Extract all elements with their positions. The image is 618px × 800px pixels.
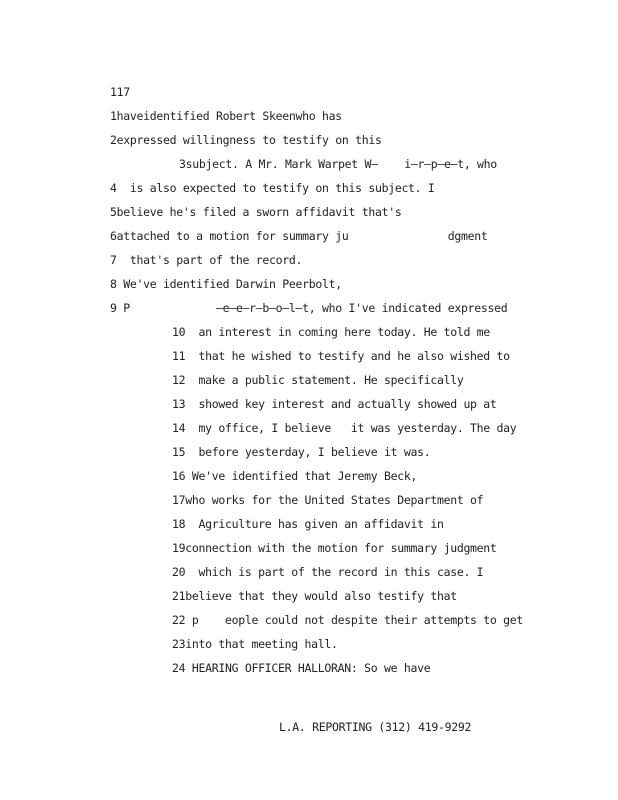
transcript-line-5: 5believe he's filed a sworn affidavit that's (110, 205, 402, 219)
transcript-line-23: 23into that meeting hall. (172, 637, 338, 651)
transcript-line-14: 14 my office, I believe it was yesterday. The day (172, 421, 517, 435)
transcript-line-8: 8 We've identified Darwin Peerbolt, (110, 277, 342, 291)
transcript-line-20: 20 which is part of the record in this case. I (172, 565, 484, 579)
reporter-footer: L.A. REPORTING (312) 419-9292 (279, 720, 472, 734)
transcript-line-21: 21believe that they would also testify that (172, 589, 457, 603)
transcript-line-22: 22 p eople could not despite their attempts to get (172, 613, 524, 627)
transcript-line-15: 15 before yesterday, I believe it was. (172, 445, 431, 459)
transcript-line-6: 6attached to a motion for summary ju dgment (110, 229, 488, 243)
transcript-line-9: 9 P —e—e—r—b—o—l—t, who I've indicated expressed (110, 301, 508, 315)
transcript-line-1: 1haveidentified Robert Skeenwho has (110, 109, 342, 123)
transcript-line-13: 13 showed key interest and actually showed up at (172, 397, 497, 411)
transcript-line-18: 18 Agriculture has given an affidavit in (172, 517, 444, 531)
transcript-line-10: 10 an interest in coming here today. He told me (172, 325, 490, 339)
transcript-line-17: 17who works for the United States Department of (172, 493, 484, 507)
transcript-line-3: 3subject. A Mr. Mark Warpet W— i—r—p—e—t, who (179, 157, 497, 171)
transcript-line-24: 24 HEARING OFFICER HALLORAN: So we have (172, 661, 431, 675)
transcript-line-11: 11 that he wished to testify and he also wished to (172, 349, 510, 363)
transcript-line-19: 19connection with the motion for summary judgment (172, 541, 497, 555)
page-number: 117 (110, 85, 130, 99)
transcript-line-16: 16 We've identified that Jeremy Beck, (172, 469, 418, 483)
transcript-line-7: 7 that's part of the record. (110, 253, 303, 267)
transcript-line-2: 2expressed willingness to testify on this (110, 133, 382, 147)
transcript-line-4: 4 is also expected to testify on this subject. I (110, 181, 435, 195)
transcript-line-12: 12 make a public statement. He specifically (172, 373, 464, 387)
